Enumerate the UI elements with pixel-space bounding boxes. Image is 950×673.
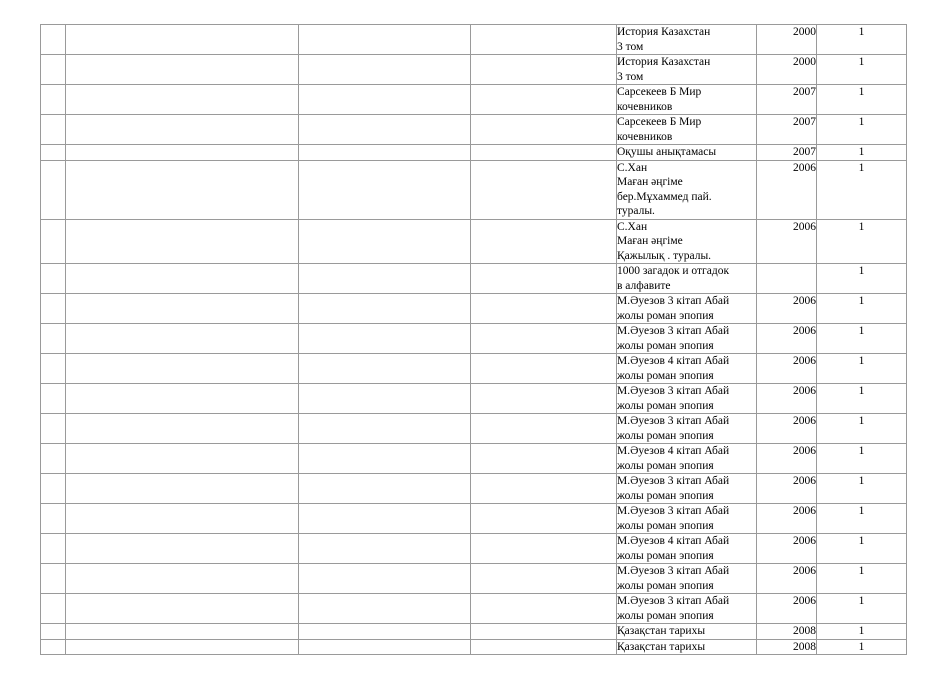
book-year-cell: 2007 [757,85,817,115]
empty-cell [66,414,299,444]
book-quantity-cell: 1 [817,534,907,564]
empty-cell [66,639,299,655]
empty-cell [471,145,617,161]
table-row [41,564,907,594]
book-year-cell: 2007 [757,115,817,145]
book-title-cell: М.Әуезов 4 кітап Абай жолы роман эпопия [617,354,757,384]
number-cell [41,504,66,534]
empty-cell [471,384,617,414]
table-row [41,324,907,354]
number-cell [41,444,66,474]
table-row [41,534,907,564]
empty-cell [66,504,299,534]
empty-cell [471,85,617,115]
empty-cell [471,115,617,145]
number-cell [41,219,66,264]
empty-cell [299,534,471,564]
empty-cell [299,145,471,161]
book-year-cell: 2006 [757,444,817,474]
book-quantity-cell: 1 [817,115,907,145]
empty-cell [471,639,617,655]
empty-cell [299,115,471,145]
number-cell [41,594,66,624]
inventory-body [41,25,907,655]
book-year-cell: 2006 [757,594,817,624]
table-row [41,639,907,655]
book-year-cell [757,264,817,294]
table-row [41,160,907,219]
empty-cell [66,564,299,594]
number-cell [41,160,66,219]
empty-cell [66,444,299,474]
empty-cell [66,160,299,219]
book-title-cell: М.Әуезов 4 кітап Абай жолы роман эпопия [617,534,757,564]
number-cell [41,115,66,145]
book-title-cell: Оқушы анықтамасы [617,145,757,161]
book-quantity-cell: 1 [817,384,907,414]
book-year-cell: 2008 [757,624,817,640]
empty-cell [299,594,471,624]
book-year-cell: 2006 [757,564,817,594]
book-title-cell: С.Хан Маған әңгіме Қажылық . туралы. [617,219,757,264]
book-year-cell: 2000 [757,55,817,85]
book-title-cell: История Казахстан 3 том [617,55,757,85]
number-cell [41,384,66,414]
empty-cell [299,324,471,354]
empty-cell [299,55,471,85]
book-quantity-cell: 1 [817,444,907,474]
number-cell [41,264,66,294]
number-cell [41,624,66,640]
table-row [41,354,907,384]
book-title-cell: М.Әуезов 3 кітап Абай жолы роман эпопия [617,474,757,504]
book-quantity-cell: 1 [817,474,907,504]
table-row [41,294,907,324]
empty-cell [299,474,471,504]
book-year-cell: 2006 [757,414,817,444]
empty-cell [299,384,471,414]
empty-cell [299,264,471,294]
book-year-cell: 2006 [757,354,817,384]
book-quantity-cell: 1 [817,594,907,624]
empty-cell [471,219,617,264]
number-cell [41,354,66,384]
empty-cell [299,219,471,264]
empty-cell [299,25,471,55]
table-row [41,115,907,145]
empty-cell [471,160,617,219]
number-cell [41,294,66,324]
empty-cell [299,624,471,640]
empty-cell [471,55,617,85]
number-cell [41,85,66,115]
book-title-cell: М.Әуезов 3 кітап Абай жолы роман эпопия [617,504,757,534]
book-year-cell: 2006 [757,219,817,264]
book-year-cell: 2000 [757,25,817,55]
number-cell [41,55,66,85]
book-year-cell: 2006 [757,474,817,504]
book-title-cell: Сарсекеев Б Мир кочевников [617,85,757,115]
number-cell [41,324,66,354]
book-title-cell: М.Әуезов 3 кітап Абай жолы роман эпопия [617,294,757,324]
book-quantity-cell: 1 [817,145,907,161]
table-row [41,264,907,294]
empty-cell [66,85,299,115]
number-cell [41,564,66,594]
empty-cell [299,564,471,594]
table-row [41,504,907,534]
empty-cell [66,534,299,564]
book-year-cell: 2006 [757,324,817,354]
book-title-cell: М.Әуезов 3 кітап Абай жолы роман эпопия [617,384,757,414]
book-title-cell: Сарсекеев Б Мир кочевников [617,115,757,145]
book-title-cell: М.Әуезов 3 кітап Абай жолы роман эпопия [617,414,757,444]
book-year-cell: 2006 [757,504,817,534]
book-quantity-cell: 1 [817,624,907,640]
book-quantity-cell: 1 [817,324,907,354]
book-year-cell: 2006 [757,160,817,219]
number-cell [41,474,66,504]
book-year-cell: 2008 [757,639,817,655]
empty-cell [471,594,617,624]
empty-cell [471,294,617,324]
book-quantity-cell: 1 [817,294,907,324]
book-title-cell: 1000 загадок и отгадок в алфавите [617,264,757,294]
book-quantity-cell: 1 [817,160,907,219]
empty-cell [299,85,471,115]
table-row [41,444,907,474]
book-title-cell: М.Әуезов 4 кітап Абай жолы роман эпопия [617,444,757,474]
table-row [41,594,907,624]
table-row [41,624,907,640]
empty-cell [66,264,299,294]
book-year-cell: 2006 [757,534,817,564]
number-cell [41,145,66,161]
empty-cell [471,25,617,55]
table-row [41,219,907,264]
empty-cell [471,264,617,294]
empty-cell [66,219,299,264]
empty-cell [299,294,471,324]
empty-cell [299,414,471,444]
book-quantity-cell: 1 [817,25,907,55]
book-quantity-cell: 1 [817,219,907,264]
empty-cell [471,624,617,640]
book-quantity-cell: 1 [817,564,907,594]
table-row [41,414,907,444]
table-row [41,25,907,55]
book-year-cell: 2007 [757,145,817,161]
empty-cell [471,444,617,474]
empty-cell [471,564,617,594]
book-quantity-cell: 1 [817,55,907,85]
table-row [41,145,907,161]
table-row [41,85,907,115]
empty-cell [66,594,299,624]
empty-cell [66,115,299,145]
book-title-cell: Қазақстан тарихы [617,639,757,655]
empty-cell [66,624,299,640]
book-year-cell: 2006 [757,384,817,414]
empty-cell [471,324,617,354]
empty-cell [299,160,471,219]
book-title-cell: С.Хан Маған әңгіме бер.Мұхаммед пай. туралы. [617,160,757,219]
empty-cell [471,474,617,504]
empty-cell [66,25,299,55]
book-title-cell: История Казахстан 3 том [617,25,757,55]
book-quantity-cell: 1 [817,639,907,655]
book-title-cell: Қазақстан тарихы [617,624,757,640]
empty-cell [66,324,299,354]
book-title-cell: М.Әуезов 3 кітап Абай жолы роман эпопия [617,324,757,354]
book-title-cell: М.Әуезов 3 кітап Абай жолы роман эпопия [617,564,757,594]
table-row [41,474,907,504]
book-title-cell: М.Әуезов 3 кітап Абай жолы роман эпопия [617,594,757,624]
book-quantity-cell: 1 [817,414,907,444]
empty-cell [299,639,471,655]
empty-cell [66,384,299,414]
empty-cell [66,474,299,504]
empty-cell [471,504,617,534]
empty-cell [299,504,471,534]
empty-cell [299,354,471,384]
number-cell [41,534,66,564]
empty-cell [471,534,617,564]
number-cell [41,639,66,655]
number-cell [41,25,66,55]
table-row [41,55,907,85]
book-inventory-table [40,24,907,655]
book-quantity-cell: 1 [817,354,907,384]
book-quantity-cell: 1 [817,264,907,294]
empty-cell [66,354,299,384]
empty-cell [471,414,617,444]
empty-cell [66,294,299,324]
table-row [41,384,907,414]
book-quantity-cell: 1 [817,504,907,534]
empty-cell [471,354,617,384]
empty-cell [66,55,299,85]
empty-cell [299,444,471,474]
number-cell [41,414,66,444]
book-year-cell: 2006 [757,294,817,324]
book-quantity-cell: 1 [817,85,907,115]
empty-cell [66,145,299,161]
